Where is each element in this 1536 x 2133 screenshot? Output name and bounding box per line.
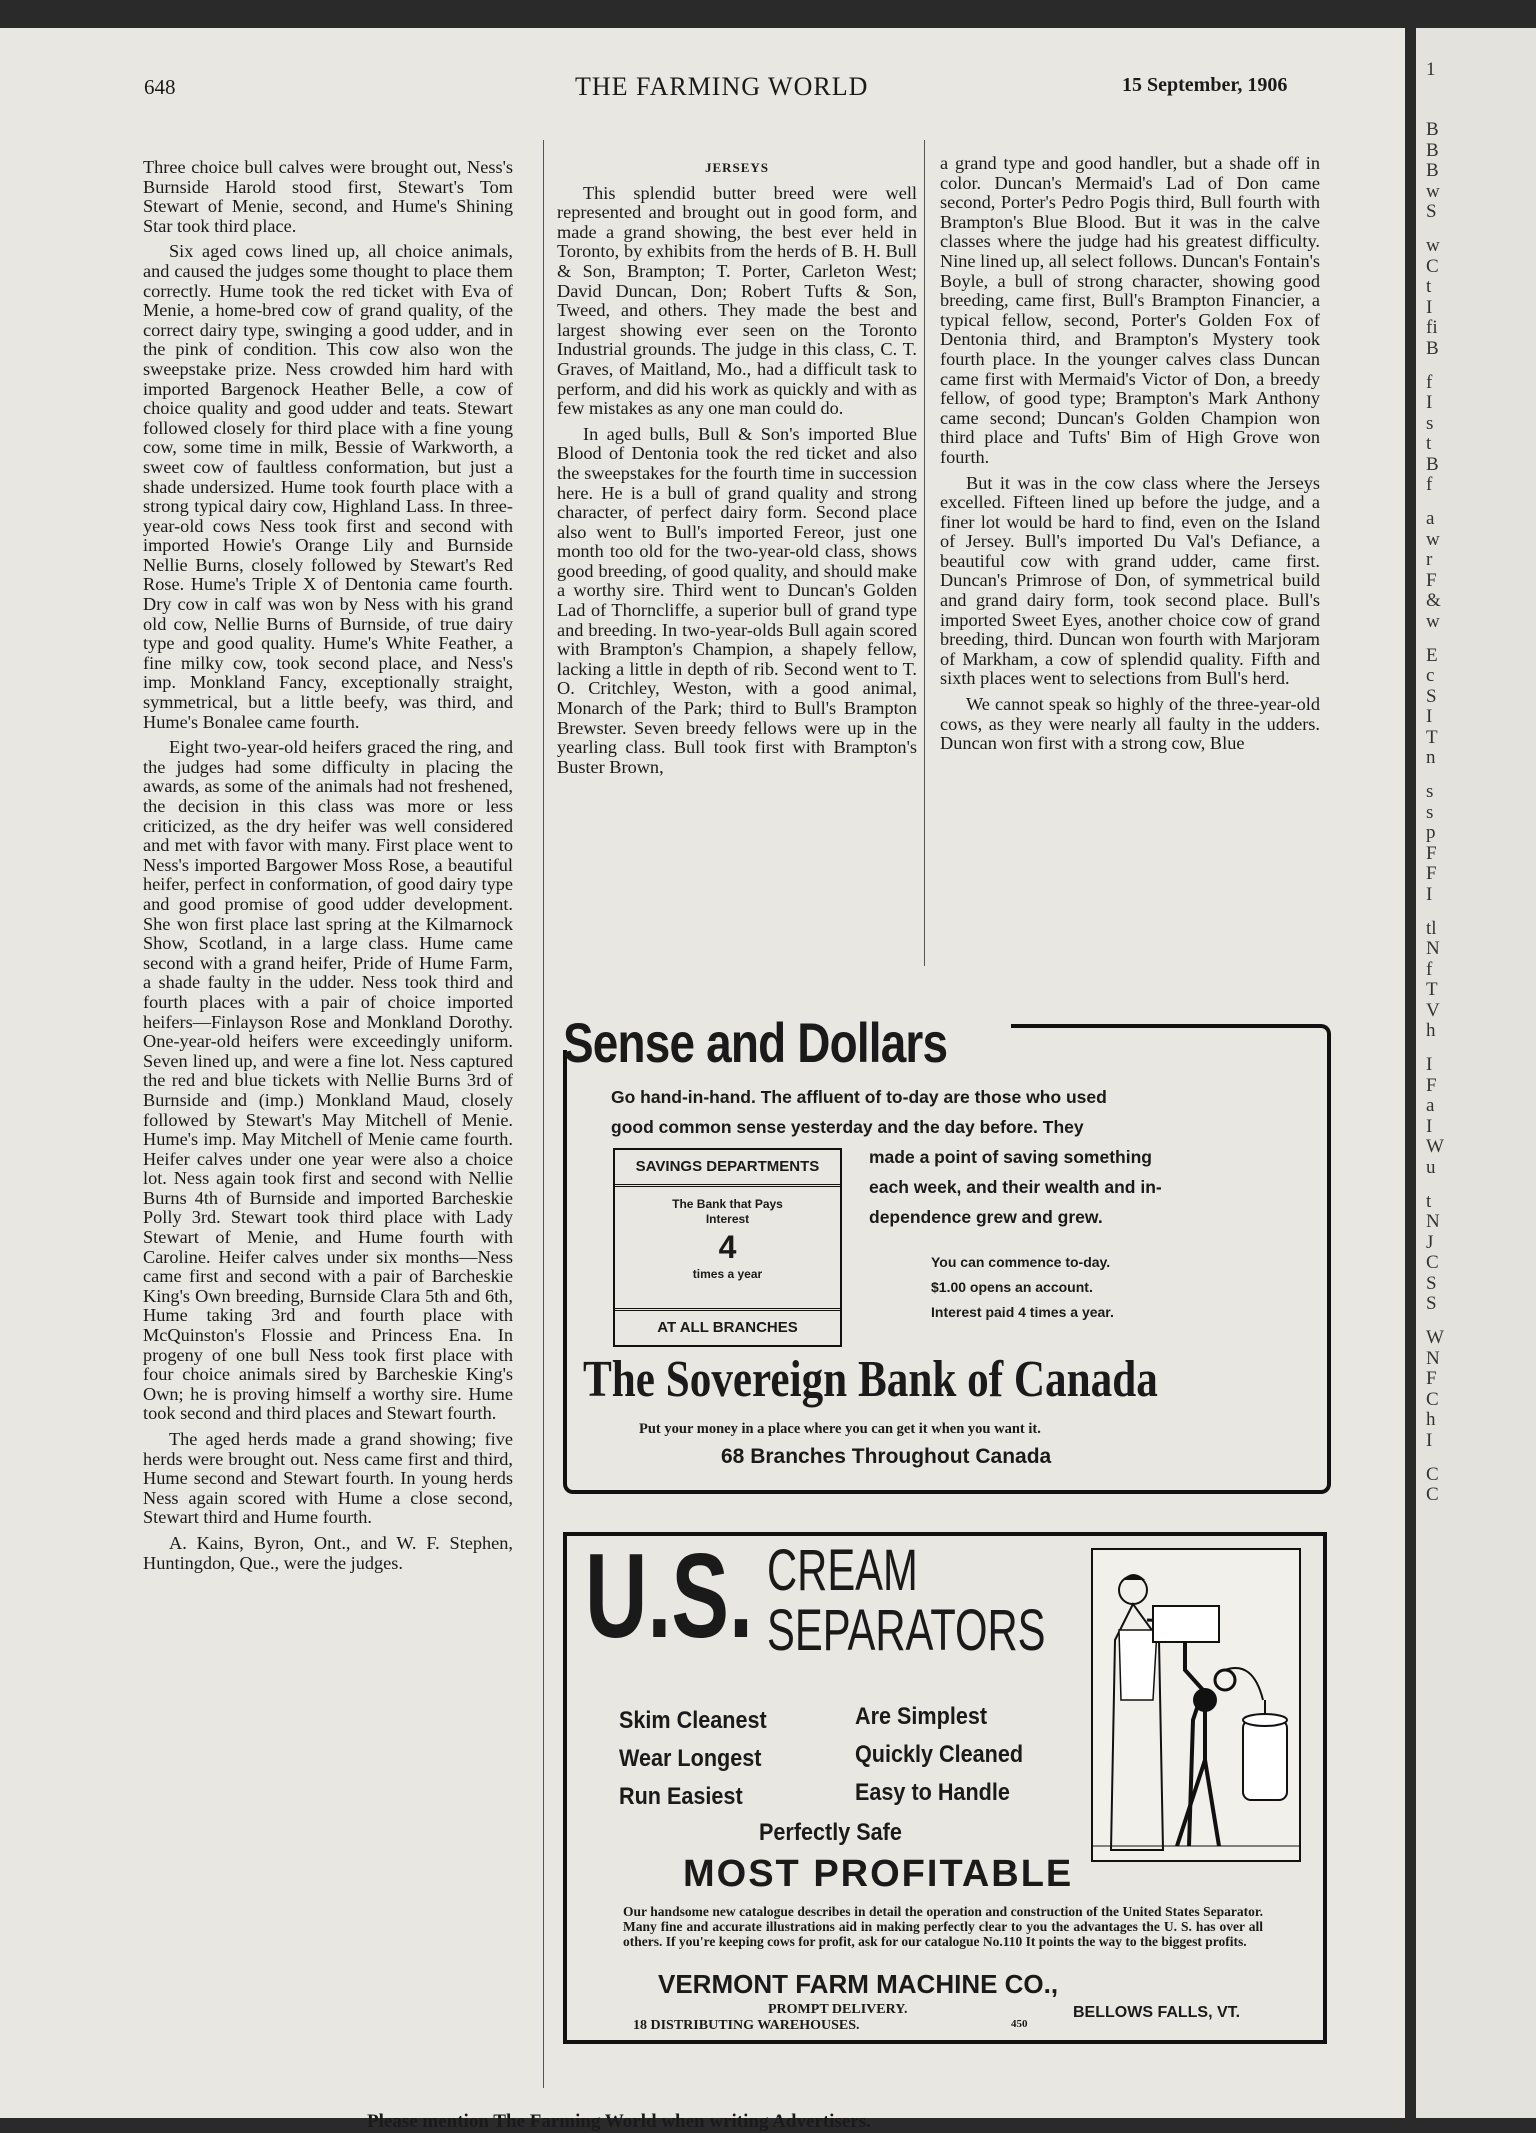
ad-intro-line: each week, and their wealth and in-: [869, 1177, 1162, 1197]
prompt-delivery: PROMPT DELIVERY.: [768, 2002, 908, 2017]
adjacent-text-fragment: B: [1426, 119, 1439, 140]
adjacent-text-fragment: s: [1426, 412, 1434, 434]
adjacent-text-fragment: t: [1426, 1190, 1432, 1212]
adjacent-text-fragment: I: [1426, 296, 1433, 318]
ad-headline: Sense and Dollars: [563, 1011, 948, 1074]
ad-intro: [611, 1082, 1311, 1142]
article-paragraph: The aged herds made a grand showing; five herds were brought out. Ness came first and third, Hume second and Stewart fourth. In young herds Ness again scored with Hume a close second, Stewart third and Hume fourth.: [143, 1429, 513, 1528]
feature-item: Wear Longest: [619, 1745, 762, 1772]
issue-date: 15 September, 1906: [1122, 74, 1288, 96]
feature-item: Skim Cleanest: [619, 1707, 767, 1734]
adjacent-text-fragment: tl: [1426, 917, 1437, 939]
bank-tagline: Put your money in a place where you can get it when you want it.: [639, 1421, 1041, 1437]
savings-times: times a year: [692, 1267, 763, 1281]
article-paragraph: Six aged cows lined up, all choice animals, and caused the judges some thought to place them correctly. Hume took the red ticket with Eva of Menie, a home-bred cow of grand quality, of the correct dairy type, swinging a good udder, and in the pink of condition. This cow also won the sweepstake prize. Ness crowded him hard with imported Bargenock Heather Belle, a cow of choice quality and good udder and teats. Stewart followed closely for third place with a fine young cow, some time in milk, Bessie of Warkworth, a sweet cow of faultless conformation, but just a shade undersized. Hume took fourth place with a strong typical dairy cow, Highland Lass. In three-year-old cows Ness took first and second with imported Howie's Orange Lily and Burnside Nellie Burns, closely followed by Stewart's Red Rose. Hume's Triple X of Dentonia came fourth. Dry cow in calf was won by Ness with his grand old cow, Nellie Burns of Burnside, of true dairy type and good quality. Hume's White Feather, a fine milky cow, took second place, and Ness's imp. Monkland Fancy, exceptionally straight, symmetrical, but a little beefy, was third, and Hume's Bonalee came fourth.: [143, 241, 513, 732]
ad-intro-line: made a point of saving something: [869, 1147, 1152, 1167]
ad-headline-most-profitable: MOST PROFITABLE: [683, 1853, 1074, 1895]
adjacent-text-fragment: C: [1426, 1484, 1439, 1505]
ad-number: 450: [1011, 2018, 1028, 2030]
adjacent-text-fragment: f: [1426, 474, 1433, 495]
feature-item: Easy to Handle: [855, 1779, 1010, 1806]
adjacent-text-fragment: f: [1426, 958, 1433, 980]
publication-title: THE FARMING WORLD: [575, 72, 869, 101]
column-rule-2: [924, 140, 925, 966]
adjacent-text-fragment: C: [1426, 1463, 1439, 1485]
brand-cream: CREAM: [767, 1538, 918, 1603]
sovereign-bank-advertisement: [563, 1010, 1331, 1510]
adjacent-text-fragment: F: [1426, 1368, 1437, 1389]
brand-us: U.S.: [585, 1529, 754, 1663]
adjacent-text-fragment: fi: [1426, 317, 1438, 338]
bank-name: The Sovereign Bank of Canada: [583, 1351, 1158, 1408]
adjacent-text-fragment: r: [1426, 549, 1433, 570]
adjacent-text-fragment: I: [1426, 706, 1433, 727]
adjacent-text-fragment: T: [1426, 979, 1438, 1000]
adjacent-text-fragment: p: [1426, 822, 1436, 843]
features-left: [619, 1702, 767, 1816]
adjacent-text-fragment: F: [1426, 569, 1437, 591]
adjacent-text-fragment: s: [1426, 801, 1434, 823]
article-paragraph: We cannot speak so highly of the three-year-old cows, as they were nearly all faulty in the udders. Duncan won first with a strong cow, Blue: [940, 694, 1320, 754]
savings-footer: AT ALL BRANCHES: [615, 1308, 840, 1345]
adjacent-text-fragment: a: [1426, 1095, 1435, 1116]
adjacent-text-fragment: h: [1426, 1409, 1436, 1430]
adjacent-text-fragment: w: [1426, 180, 1440, 202]
article-paragraph: In aged bulls, Bull & Son's imported Blue Blood of Dentonia took the red ticket and also the sweepstakes for the fourth time in succession here. He is a bull of grand quality and strong character, of perfect dairy form. Second place also went to Bull's imported Fereor, just one month too old for the two-year-old class, shows good breeding, of good quality, and should make a worthy sire. Third went to Duncan's Golden Lad of Thorncliffe, a superior bull of grand type and breeding. In two-year-olds Bull again scored with Brampton's Champion, a shapely fellow, lacking a little in depth of rib. Second went to T. O. Critchley, Weston, with a good animal, Monarch of the Park; third to Bull's Brampton Brewster. Seven breedy fellows were up in the yearling class. Bull took first with Brampton's Buster Brown,: [557, 423, 917, 777]
advertiser-footer: Please mention The Farming World when writing Advertisers.: [367, 2111, 871, 2132]
savings-text: The Bank that Pays Interest: [672, 1197, 783, 1226]
article-paragraph: A. Kains, Byron, Ont., and W. F. Stephen, Huntingdon, Que., were the judges.: [143, 1532, 513, 1573]
article-paragraph: But it was in the cow class where the Jerseys excelled. Fifteen lined up before the judge, and a finer lot would be hard to find, even on the Island of Jersey. Bull's imported Du Val's Defiance, a beautiful cow with grand udder, came first. Duncan's Primrose of Don, of symmetrical build and grand dairy form, took second place. Bull's imported Sweet Eyes, another choice cow of grand breeding, third. Duncan won fourth with Marjoram of Markham, a cow of splendid quality. Fifth and sixth places went to selections from Bull's herd.: [940, 472, 1320, 689]
adjacent-text-fragment: B: [1426, 337, 1439, 359]
adjacent-text-fragment: a: [1426, 508, 1435, 529]
magazine-page: [0, 28, 1405, 2132]
feature-item: Are Simplest: [855, 1703, 988, 1730]
section-heading-jerseys: JERSEYS: [704, 160, 770, 175]
adjacent-text-fragment: I: [1426, 392, 1433, 413]
adjacent-page-header: 1: [1426, 59, 1436, 80]
adjacent-text-fragment: c: [1426, 665, 1435, 686]
adjacent-text-fragment: n: [1426, 747, 1436, 768]
ad-commence: [931, 1250, 1114, 1325]
adjacent-text-fragment: S: [1426, 201, 1437, 222]
cream-separator-advertisement: [563, 1529, 1333, 2052]
adjacent-text-fragment: F: [1426, 842, 1437, 864]
adjacent-page-edge: [1416, 28, 1536, 2118]
adjacent-text-fragment: F: [1426, 1074, 1437, 1096]
page-number: 648: [144, 75, 176, 99]
article-column-1: [143, 158, 513, 1579]
adjacent-text-fragment: V: [1426, 999, 1440, 1021]
catalogue-description: Our handsome new catalogue describes in detail the operation and construction of the United States Separator. Many fine and accurate illustrations aid in making perfectly clear to you the advantages the U. S. has over all others. If you're keeping cows for profit, ask for our catalogue No.110 It points the way to the biggest profits.: [623, 1904, 1263, 1949]
savings-header: SAVINGS DEPARTMENTS: [615, 1150, 840, 1187]
savings-details: [615, 1187, 840, 1282]
article-column-3: [940, 154, 1320, 760]
adjacent-text-fragment: E: [1426, 644, 1438, 666]
article-paragraph: Three choice bull calves were brought out, Ness's Burnside Harold stood first, Stewart's Tom Stewart of Menie, second, and Hume's Shining Star took third place.: [143, 157, 513, 236]
adjacent-text-fragment: S: [1426, 1272, 1437, 1294]
adjacent-text-fragment: s: [1426, 781, 1434, 802]
adjacent-text-fragment: J: [1426, 1231, 1434, 1253]
features-right: [855, 1698, 1023, 1812]
company-location: BELLOWS FALLS, VT.: [1073, 2004, 1241, 2021]
adjacent-text-fragment: &: [1426, 590, 1441, 611]
feature-item: Run Easiest: [619, 1783, 743, 1810]
adjacent-text-fragment: I: [1426, 883, 1433, 905]
adjacent-text-fragment: w: [1426, 528, 1440, 550]
adjacent-text-fragment: B: [1426, 453, 1439, 475]
adjacent-text-fragment: T: [1426, 726, 1438, 748]
article-paragraph: a grand type and good handler, but a shade off in color. Duncan's Mermaid's Lad of Don came second, Porter's Pedro Pogis third, Bull fourth with Brampton's Blue Blood. But it was in the calve classes where the judge had his greatest difficulty. Nine lined up, all select follows. Duncan's Fontain's Boyle, a bull of strong character, showing good breeding, came first, Bull's Brampton Financier, a typical fellow, second, Porter's Golden Fox of Dentonia third, and Brampton's Mystery took fourth place. In the younger calves class Duncan came first with Mermaid's Victor of Don, a breedy fellow, of good type; Brampton's Mark Anthony came second; Duncan's Golden Champion won third place and Tufts' Bim of High Grove won fourth.: [940, 153, 1320, 467]
adjacent-text-fragment: S: [1426, 685, 1437, 707]
distributing-warehouses: 18 DISTRIBUTING WAREHOUSES.: [633, 2018, 860, 2033]
adjacent-text-fragment: N: [1426, 938, 1440, 959]
adjacent-text-fragment: C: [1426, 1252, 1439, 1273]
adjacent-text-fragment: C: [1426, 255, 1439, 277]
adjacent-text-fragment: I: [1426, 1054, 1433, 1075]
ad-intro-line: Go hand-in-hand. The affluent of to-day are those who used: [611, 1087, 1107, 1107]
adjacent-text-fragment: t: [1426, 276, 1432, 297]
adjacent-text-fragment: S: [1426, 1293, 1437, 1314]
woman-with-cream-separator-icon: [1091, 1548, 1301, 1862]
brand-separators: SEPARATORS: [767, 1598, 1046, 1663]
adjacent-text-fragment: t: [1426, 433, 1432, 454]
adjacent-text-fragment: B: [1426, 139, 1439, 161]
adjacent-text-fragment: N: [1426, 1211, 1440, 1232]
ad-intro-continued: [869, 1142, 1309, 1232]
adjacent-text-fragment: w: [1426, 235, 1440, 256]
ad-intro-line: dependence grew and grew.: [869, 1207, 1103, 1227]
adjacent-text-fragment: f: [1426, 371, 1433, 393]
adjacent-text-fragment: u: [1426, 1156, 1436, 1178]
article-column-2: [557, 158, 917, 783]
adjacent-text-fragment: B: [1426, 160, 1439, 181]
ad-commence-line: You can commence to-day.: [931, 1254, 1111, 1270]
adjacent-text-fragment: w: [1426, 610, 1440, 632]
adjacent-text-fragment: I: [1426, 1115, 1433, 1137]
adjacent-text-fragment: I: [1426, 1429, 1433, 1451]
ad-intro-line: good common sense yesterday and the day before. They: [611, 1117, 1084, 1137]
adjacent-text-fragment: N: [1426, 1347, 1440, 1369]
bank-branches: 68 Branches Throughout Canada: [721, 1445, 1052, 1468]
savings-department-box: [613, 1148, 842, 1347]
ad-commence-line: Interest paid 4 times a year.: [931, 1304, 1114, 1320]
column-rule-1: [543, 140, 544, 2088]
savings-number: 4: [718, 1229, 737, 1265]
adjacent-text-fragment: C: [1426, 1388, 1439, 1410]
ad-commence-line: $1.00 opens an account.: [931, 1279, 1093, 1295]
separator-illustration: [1093, 1550, 1299, 1860]
feature-perfectly-safe: Perfectly Safe: [759, 1819, 902, 1846]
feature-item: Quickly Cleaned: [855, 1741, 1024, 1768]
article-paragraph: Eight two-year-old heifers graced the ring, and the judges had some difficulty in placing the awards, as some of the animals had not freshened, the decision in this class was more or less criticized, as the dry heifer was well considered and met with favor with many. First place went to Ness's imported Bargower Moss Rose, a beautiful heifer, perfect in conformation, of good dairy type and good promise of good udder development. She won first place last spring at the Kilmarnock Show, Scotland, in a large class. Hume came second with a grand heifer, Pride of Hume Farm, a shade faulty in the udder. Ness took third and fourth places with a pair of choice imported heifers—Finlayson Rose and Monkland Dorothy. One-year-old heifers were exceedingly uniform. Seven lined up, and were a fine lot. Ness captured the red and blue tickets with Nellie Burns 3rd of Burnside and (imp.) Monkland Maud, closely followed by Stewart's May Mitchell of Menie. Hume's imp. May Mitchell of Menie came fourth. Heifer calves under one year were also a choice lot. Ness again took first and second with Nellie Burns 4th of Burnside and imported Barcheskie Polly 3rd. Stewart took third place with Lady Stewart of Menie, and Hume fourth with Caroline. Heifer calves under six months—Ness came first and second with a pair of Barcheskie King's Own breeding, Burnside Clara 5th and 6th, Hume taking 3rd and fourth place with McQuinston's Flossie and Princess Ena. In progeny of one bull Ness took first place with four choice animals sired by Barcheskie King's Own; he is proving himself a worthy sire. Hume took second and third places and Stewart fourth.: [143, 737, 513, 1424]
adjacent-text-fragment: W: [1426, 1327, 1444, 1348]
adjacent-text-fragment: W: [1426, 1136, 1444, 1157]
article-paragraph: This splendid butter breed were well represented and brought out in good form, and made a grand showing, the best ever held in Toronto, by exhibits from the herds of B. H. Bull & Son, Brampton; T. Porter, Carleton West; David Duncan, Don; Robert Tufts & Son, Tweed, and others. They made the best and largest showing ever seen on the Toronto Industrial grounds. The judge in this class, C. T. Graves, of Maitland, Mo., had a difficult task to perform, and did his work as quickly and with as few mistakes as any one man could do.: [557, 182, 917, 419]
adjacent-text-fragment: h: [1426, 1020, 1436, 1041]
company-name: VERMONT FARM MACHINE CO.,: [658, 1969, 1059, 1999]
adjacent-text-fragment: F: [1426, 863, 1437, 884]
